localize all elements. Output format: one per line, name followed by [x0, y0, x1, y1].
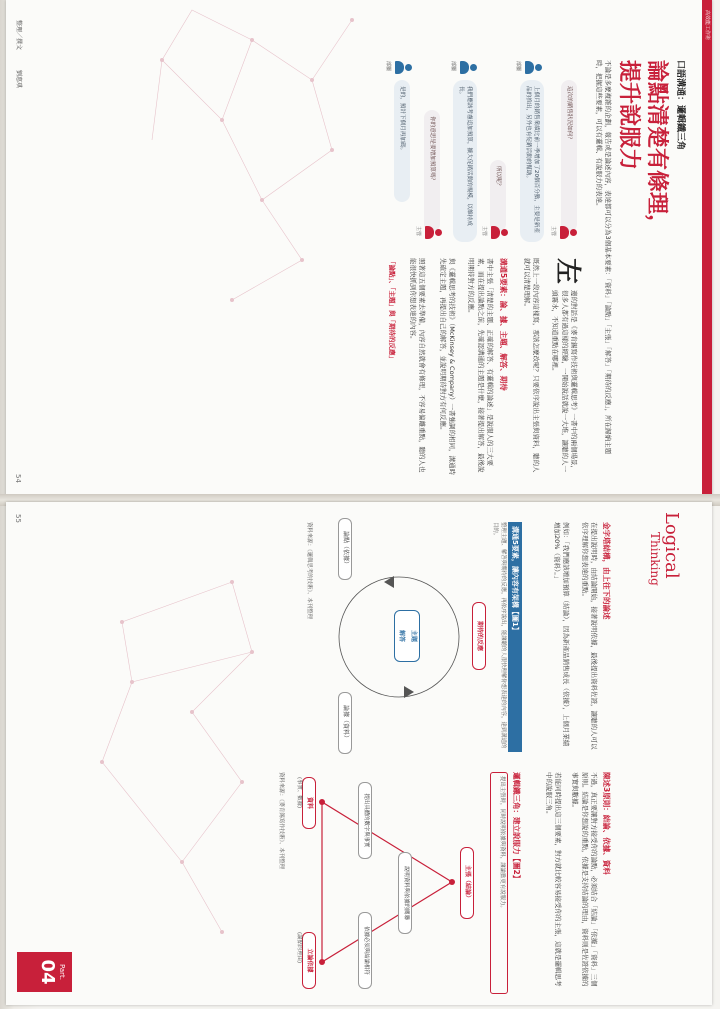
fig1-center-node	[394, 610, 420, 662]
headline-line-1: 論點清楚有條理，	[644, 60, 669, 237]
manager-icon	[559, 225, 577, 239]
closing-line: 「論點」、「主題」與「期待的反應」	[388, 258, 396, 362]
fig1-source: 資料來源：《邏輯思考的技術》、本刊整理	[306, 522, 312, 620]
section2-title: 金字塔結構，由上往下的論述	[602, 522, 611, 620]
part-number: 04	[37, 959, 58, 985]
dialogue-bubble-6: 是的，預計下個月再加碼。	[394, 80, 410, 202]
left-page	[6, 0, 712, 496]
part-tab	[17, 952, 72, 992]
credit-name: 劉惠琪	[15, 70, 22, 89]
decorative-network-graphic	[132, 0, 372, 496]
page-number-right: 55	[14, 514, 22, 523]
dialogue-bubble-5: 你的意思是要增加預算嗎？	[424, 110, 440, 232]
fig1-title: 溝通5要素，讓內容有架構【圖1】	[508, 522, 522, 752]
fig2-title: 邏輯鐵三角：建立說服力【圖2】	[512, 772, 521, 883]
fig2-note: 提出主張時，同時說明依據與資料，讓論點更有說服力。	[499, 776, 505, 911]
fig2-sub-left: (事實、數據)	[296, 777, 302, 809]
fig2-vertex-right	[319, 959, 325, 965]
fig2-node-right: 立論依據	[302, 932, 316, 989]
fig2-vertex-top	[449, 879, 455, 885]
body-paragraph-1: 邊的對話是《麥肯錫寫作技術與邏輯思考》一書中的兩個場景，很多人都有過這樣的經驗，一開始說話就說一大堆，讓聽的人一頭霧水，不知道重點在哪裡。	[551, 290, 578, 472]
manager-icon-3	[424, 225, 442, 239]
speaker-label-2: 部屬	[515, 61, 521, 72]
section1-body-2: 若能同時提出這三個要素，對方就比較容易接受你的主張，這就是邏輯思考中的說服三角。	[544, 772, 562, 987]
section-title: 口語溝通：邏輯鐵三角	[675, 60, 685, 151]
fig2-triangle	[322, 802, 452, 962]
section1-title: 陳述3原則：結論、依據、資料	[602, 772, 611, 875]
dialogue-bubble-3: 所以呢？	[490, 160, 506, 232]
speaker-label-5: 主管	[415, 226, 421, 237]
page-number-left: 54	[14, 474, 22, 483]
fig2-box-1: 說明資料與依據的關聯	[398, 852, 412, 934]
decorative-network-graphic-right	[72, 562, 272, 962]
fig2-box-3: 依據必須與結論相符	[358, 912, 372, 989]
fig1-note: 整理主題、解答與期待的反應，再依序說出，能讓聽的人很快理解你想表達的內容，達到溝通的目的。	[492, 522, 506, 749]
fig2-source: 資料來源：《麥肯錫寫作技術》、本刊整理	[278, 772, 284, 870]
speaker-label-1: 主管	[550, 226, 556, 237]
drop-cap: 左	[552, 258, 582, 285]
speaker-label-4: 部屬	[450, 61, 456, 72]
staff-icon-3	[394, 60, 412, 74]
fig2-box-2: 提出具體的數字與事實	[358, 782, 372, 859]
thinking-word: Thinking	[648, 532, 662, 586]
fig1-center-a: 主題	[410, 629, 417, 642]
series-tag: 高效能工作術	[704, 10, 710, 41]
dialogue-bubble-4: 我們應該考慮追加預算，擴大促銷活動的規模，以維持成長。	[453, 80, 477, 242]
fig2-node-left: 資料	[302, 777, 316, 829]
body-paragraph-2: 既然上一段內容這樣寫，那該怎麼改呢？只要依序說出主張與資料，聽的人就可以清楚理解。	[522, 258, 540, 473]
fig1-node-left: 論點（依據）	[338, 518, 352, 580]
section2-body: 在提出說明時，由結論開始，接著說明依據，最後提出資料佐證，讓聽的人可以依序理解你想表達的重點。	[580, 522, 598, 750]
headline-line-2: 提升說服力	[616, 60, 641, 171]
sub-heading: 溝通5要素：論、據、主題、解答、期待	[499, 258, 508, 391]
fig1-node-top: 期待的反應	[472, 602, 486, 670]
body-paragraph-3: 書中主張「清楚的主題、正確的解答、有邏輯的論述」是說服人的三大要素，而在提出論點之前，先確認溝通的主題是什麼，接著提出解答，最後說明期待對方的反應。	[467, 258, 494, 473]
fig2-vertex-left	[319, 799, 325, 805]
section2-body-2: 例如：「我們應該增加預算（結論），因為新產品銷售成長（依據），上個月業績增加20%（資料）。」	[552, 522, 570, 747]
dialogue-bubble-2: 上個月的銷售業績比前一季增加了20個百分點，主要是新產品的推出，另外也有促銷活動的幫助。	[520, 80, 544, 242]
speaker-label-6: 部屬	[385, 61, 391, 72]
fig2-node-top: 主張（結論）	[460, 847, 474, 919]
manager-icon-2	[490, 225, 508, 239]
speaker-label-3: 主管	[481, 226, 487, 237]
part-label: Part.	[58, 963, 66, 981]
right-page	[6, 502, 712, 1005]
fig1-node-right: 論據（資料）	[338, 692, 352, 754]
body-paragraph-5: 照著這五個要素去準備，內容自然就會有條理，不容易偏離重點，聽的人也能很快抓到你想表達的內容。	[408, 258, 426, 473]
staff-icon	[524, 60, 542, 74]
logical-word: Logical	[661, 512, 682, 579]
credit-label: 整理／撰文	[15, 20, 22, 51]
fig2-triangle-diagram	[302, 772, 472, 992]
top-accent-bar	[702, 0, 712, 496]
fig1-center-b: 解答	[398, 629, 405, 642]
staff-icon-2	[459, 60, 477, 74]
body-paragraph-4: 與《邏輯思考的技術》（McKinsey & Company）一書強調的相同，溝通時先確定主題，再提出自己的解答，並說明期待對方有何反應。	[438, 258, 456, 475]
fig2-sub-right: (論點的理由)	[296, 932, 302, 964]
section1-body: 不過，真正要讓對方接受你的論點，必須結合「結論」「依據」「資料」三個原則。結論是你想說的重點，依據是支持結論的理由，資料則是佐證依據的事實與數據。	[571, 772, 598, 987]
dialogue-bubble-1: 這次的銷售狀況如何？	[561, 80, 577, 232]
lead-paragraph: 不論是多麼複雜的企劃，報告或是論述內容，表達都可以分為3個基本要素：「資料」「論點」「主張」「解答」「期待的反應」，所在歸納主題時，把握這些要素，可以有邏輯、有說服力的表達。	[594, 60, 612, 455]
